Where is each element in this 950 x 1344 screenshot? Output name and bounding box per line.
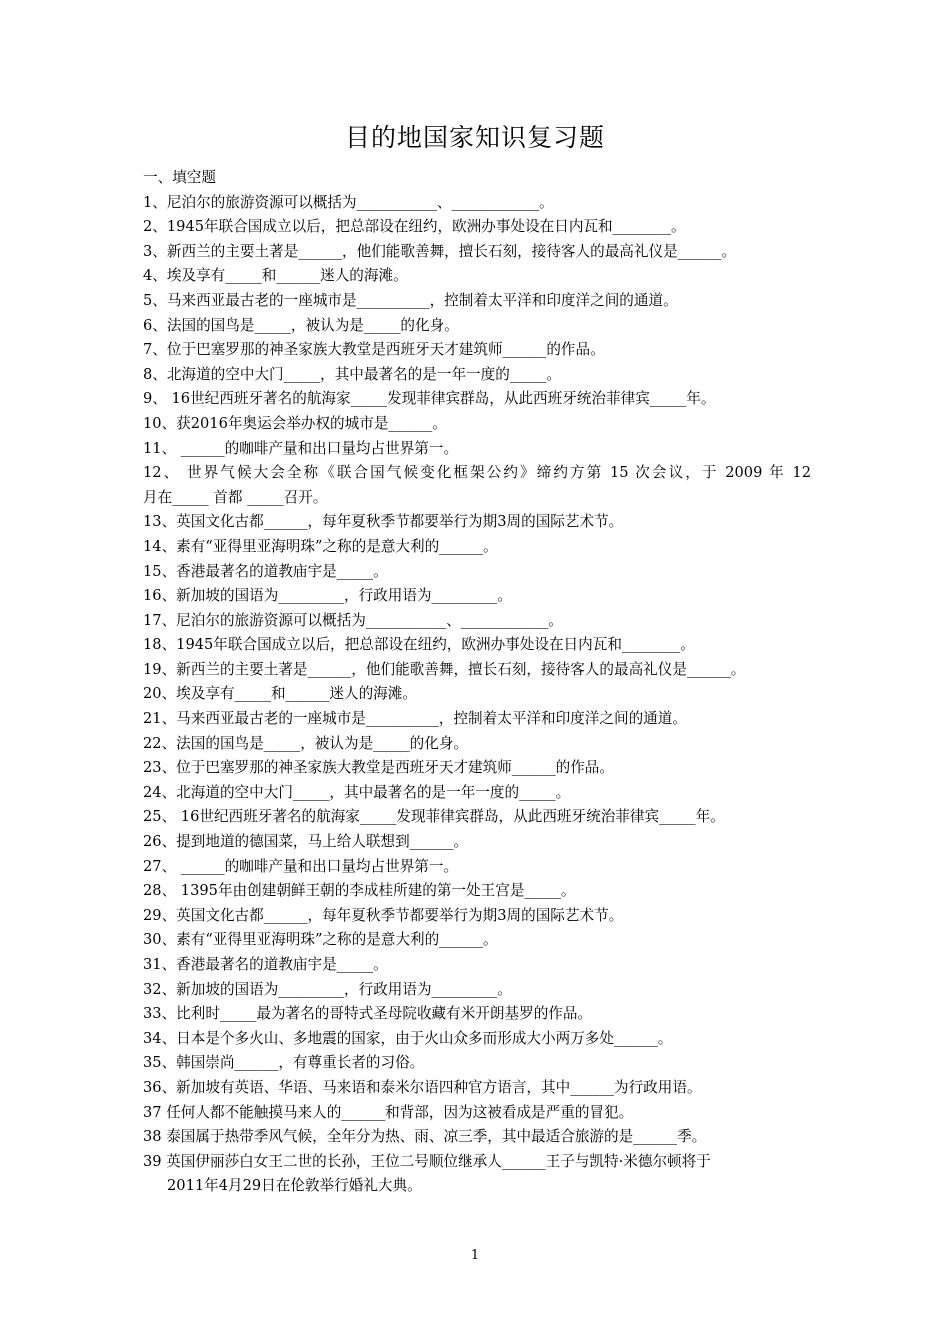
question-line: 32、新加坡的国语为_________，行政用语为_________。 xyxy=(143,980,512,998)
question-line: 26、提到地道的德国菜，马上给人联想到______。 xyxy=(143,833,469,851)
question-line: 19、新西兰的主要土著是______，他们能歌善舞，擅长石刻，接待客人的最高礼仪是______。 xyxy=(143,660,746,678)
question-line: 34、日本是个多火山、多地震的国家，由于火山众多而形成大小两万多处______。 xyxy=(143,1029,673,1047)
question-line: 39 英国伊丽莎白女王二世的长孙，王位二号顺位继承人______王子与凯特·米德尔顿将于 xyxy=(143,1152,711,1170)
question-line: 30、素有“亚得里亚海明珠”之称的是意大利的______。 xyxy=(143,931,498,949)
question-line: 31、香港最著名的道教庙宇是_____。 xyxy=(143,956,388,973)
question-line: 8、北海道的空中大门_____，其中最著名的是一年一度的_____。 xyxy=(143,365,561,383)
question-line: 7、位于巴塞罗那的神圣家族大教堂是西班牙天才建筑师______的作品。 xyxy=(143,341,605,359)
question-line: 22、法国的国鸟是_____，被认为是_____的化身。 xyxy=(143,734,469,752)
question-line: 16、新加坡的国语为_________，行政用语为_________。 xyxy=(143,587,512,605)
question-line: 2、1945年联合国成立以后，把总部设在纽约，欧洲办事处设在日内瓦和________。 xyxy=(143,218,686,236)
question-line: 10、获2016年奥运会举办权的城市是______。 xyxy=(143,414,447,432)
question-line: 13、英国文化古都______，每年夏秋季节都要举行为期3周的国际艺术节。 xyxy=(143,513,624,531)
question-line: 36、新加坡有英语、华语、马来语和泰米尔语四种官方语言，其中______为行政用语。 xyxy=(143,1078,702,1096)
question-line: 4、埃及享有_____和______迷人的海滩。 xyxy=(143,267,408,285)
question-line: 27、 ______的咖啡产量和出口量均占世界第一。 xyxy=(143,857,459,875)
question-line: 14、素有“亚得里亚海明珠”之称的是意大利的______。 xyxy=(143,537,498,555)
page-number: 1 xyxy=(470,1248,480,1263)
question-line: 12、 世界气候大会全称《联合国气候变化框架公约》缔约方第 15 次会议，于 2009 年 12 xyxy=(143,464,811,482)
question-line: 33、比利时_____最为著名的哥特式圣母院收藏有米开朗基罗的作品。 xyxy=(143,1005,593,1023)
question-line: 11、 ______的咖啡产量和出口量均占世界第一。 xyxy=(143,439,459,457)
question-line: 6、法国的国鸟是_____，被认为是_____的化身。 xyxy=(143,316,459,334)
question-line: 5、马来西亚最古老的一座城市是__________，控制着太平洋和印度洋之间的通道。 xyxy=(143,291,678,309)
section-heading: 一、填空题 xyxy=(143,169,216,186)
question-line-continued: 月在_____ 首都 _____召开。 xyxy=(143,488,328,506)
page-title: 目的地国家知识复习题 xyxy=(344,123,605,152)
question-line: 21、马来西亚最古老的一座城市是__________，控制着太平洋和印度洋之间的通道。 xyxy=(143,710,687,728)
question-line: 1、尼泊尔的旅游资源可以概括为___________、____________。 xyxy=(143,193,554,211)
question-line: 37 任何人都不能触摸马来人的______和背部，因为这被看成是严重的冒犯。 xyxy=(143,1103,634,1121)
question-line: 35、韩国崇尚______，有尊重长者的习俗。 xyxy=(143,1054,425,1072)
question-line: 9、 16世纪西班牙著名的航海家_____发现菲律宾群岛，从此西班牙统治菲律宾_____年。 xyxy=(143,390,716,408)
question-line: 17、尼泊尔的旅游资源可以概括为___________、____________。 xyxy=(143,611,563,629)
question-line: 15、香港最著名的道教庙宇是_____。 xyxy=(143,562,388,580)
question-line: 25、 16世纪西班牙著名的航海家_____发现菲律宾群岛，从此西班牙统治菲律宾_____年。 xyxy=(143,808,725,826)
question-line: 23、位于巴塞罗那的神圣家族大教堂是西班牙天才建筑师______的作品。 xyxy=(143,759,614,777)
question-line: 3、新西兰的主要土著是______，他们能歌善舞，擅长石刻，接待客人的最高礼仪是______。 xyxy=(143,242,737,260)
question-line: 18、1945年联合国成立以后，把总部设在纽约，欧洲办事处设在日内瓦和________。 xyxy=(143,636,695,654)
question-line: 24、北海道的空中大门_____，其中最著名的是一年一度的_____。 xyxy=(143,783,571,801)
question-line: 29、英国文化古都______，每年夏秋季节都要举行为期3周的国际艺术节。 xyxy=(143,906,624,924)
question-line-continued: 2011年4月29日在伦敦举行婚礼大典。 xyxy=(167,1177,422,1195)
question-line: 38 泰国属于热带季风气候，全年分为热、雨、凉三季，其中最适合旅游的是______季。 xyxy=(143,1128,707,1146)
question-line: 28、 1395年由创建朝鲜王朝的李成桂所建的第一处王宫是_____。 xyxy=(143,882,576,900)
question-list xyxy=(143,166,811,1199)
question-line: 20、埃及享有_____和______迷人的海滩。 xyxy=(143,685,417,703)
